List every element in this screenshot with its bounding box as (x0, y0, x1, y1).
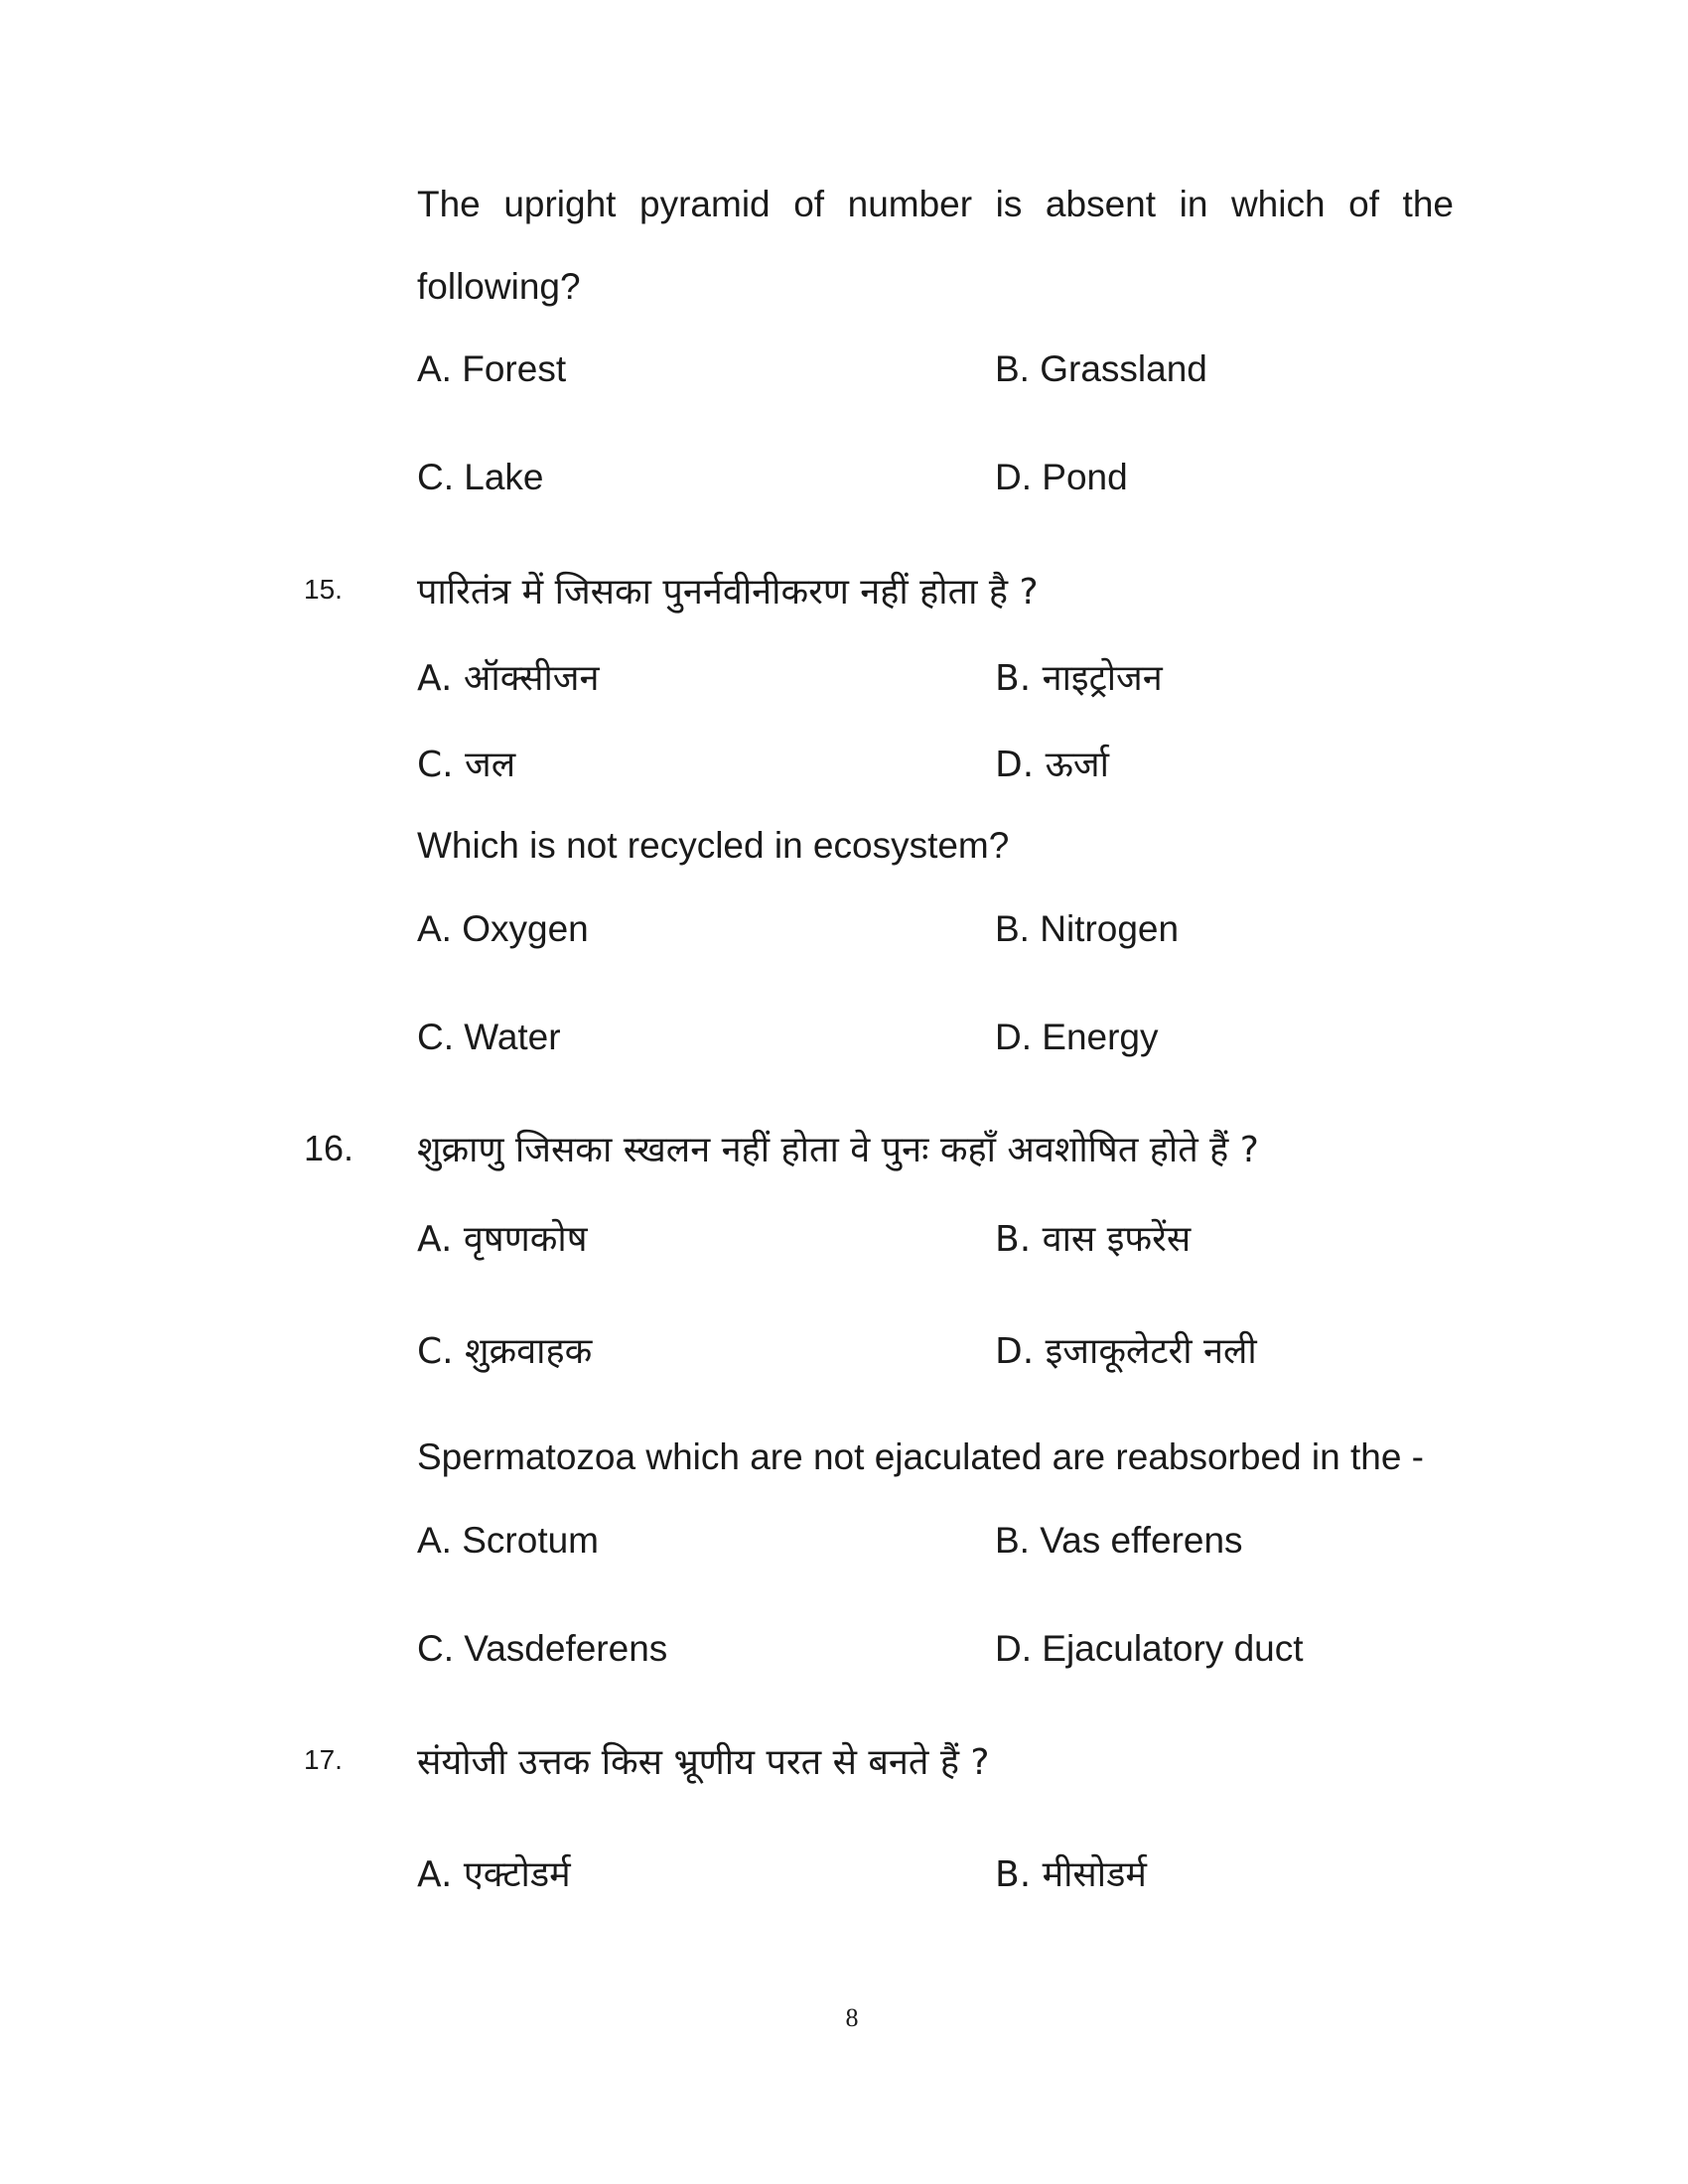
q15-english-option-a: A. Oxygen (417, 908, 589, 949)
q16-english-question: Spermatozoa which are not ejaculated are reabsorbed in the - (417, 1436, 1424, 1477)
q17-hindi-question: संयोजी उत्तक किस भ्रूणीय परत से बनते हैं ? (417, 1742, 990, 1783)
q17-number: 17. (304, 1744, 343, 1775)
page-number: 8 (845, 2003, 859, 2032)
q15-english-option-b: B. Nitrogen (995, 908, 1180, 949)
q14-option-c: C. Lake (417, 457, 544, 497)
q16-number: 16. (304, 1128, 354, 1168)
q15-hindi-option-c: C. जल (417, 745, 516, 785)
q16-english-option-c: C. Vasdeferens (417, 1628, 668, 1669)
q15-hindi-option-b: B. नाइट्रोजन (995, 658, 1163, 699)
q14-question-line-1: The upright pyramid of number is absent in which of the (417, 184, 1454, 224)
q14-option-b: B. Grassland (995, 348, 1207, 389)
q16-english-option-b: B. Vas efferens (995, 1520, 1243, 1561)
q16-hindi-question: शुक्राणु जिसका स्खलन नहीं होता वे पुनः कहाँ अवशोषित होते हैं ? (417, 1130, 1259, 1170)
q15-hindi-question: पारितंत्र में जिसका पुनर्नवीनीकरण नहीं होता है ? (417, 572, 1039, 613)
q16-hindi-option-c: C. शुक्रवाहक (417, 1331, 593, 1372)
q14-option-d: D. Pond (995, 457, 1128, 497)
q16-hindi-option-a: A. वृषणकोष (417, 1219, 588, 1260)
q15-english-option-d: D. Energy (995, 1017, 1159, 1057)
q14-question-line-2: following? (417, 266, 581, 307)
q16-english-option-d: D. Ejaculatory duct (995, 1628, 1304, 1669)
q17-hindi-option-b: B. मीसोडर्म (995, 1854, 1147, 1895)
q15-hindi-option-a: A. ऑक्सीजन (417, 658, 600, 699)
q15-english-question: Which is not recycled in ecosystem? (417, 825, 1010, 866)
q16-hindi-option-d: D. इजाकूलेटरी नली (995, 1331, 1257, 1372)
q14-option-a: A. Forest (417, 348, 567, 389)
q17-hindi-option-a: A. एक्टोडर्म (417, 1854, 571, 1895)
q15-number: 15. (304, 574, 343, 605)
q16-english-option-a: A. Scrotum (417, 1520, 599, 1561)
q16-hindi-option-b: B. वास इफरेंस (995, 1219, 1192, 1260)
q15-hindi-option-d: D. ऊर्जा (995, 745, 1109, 785)
q15-english-option-c: C. Water (417, 1017, 561, 1057)
